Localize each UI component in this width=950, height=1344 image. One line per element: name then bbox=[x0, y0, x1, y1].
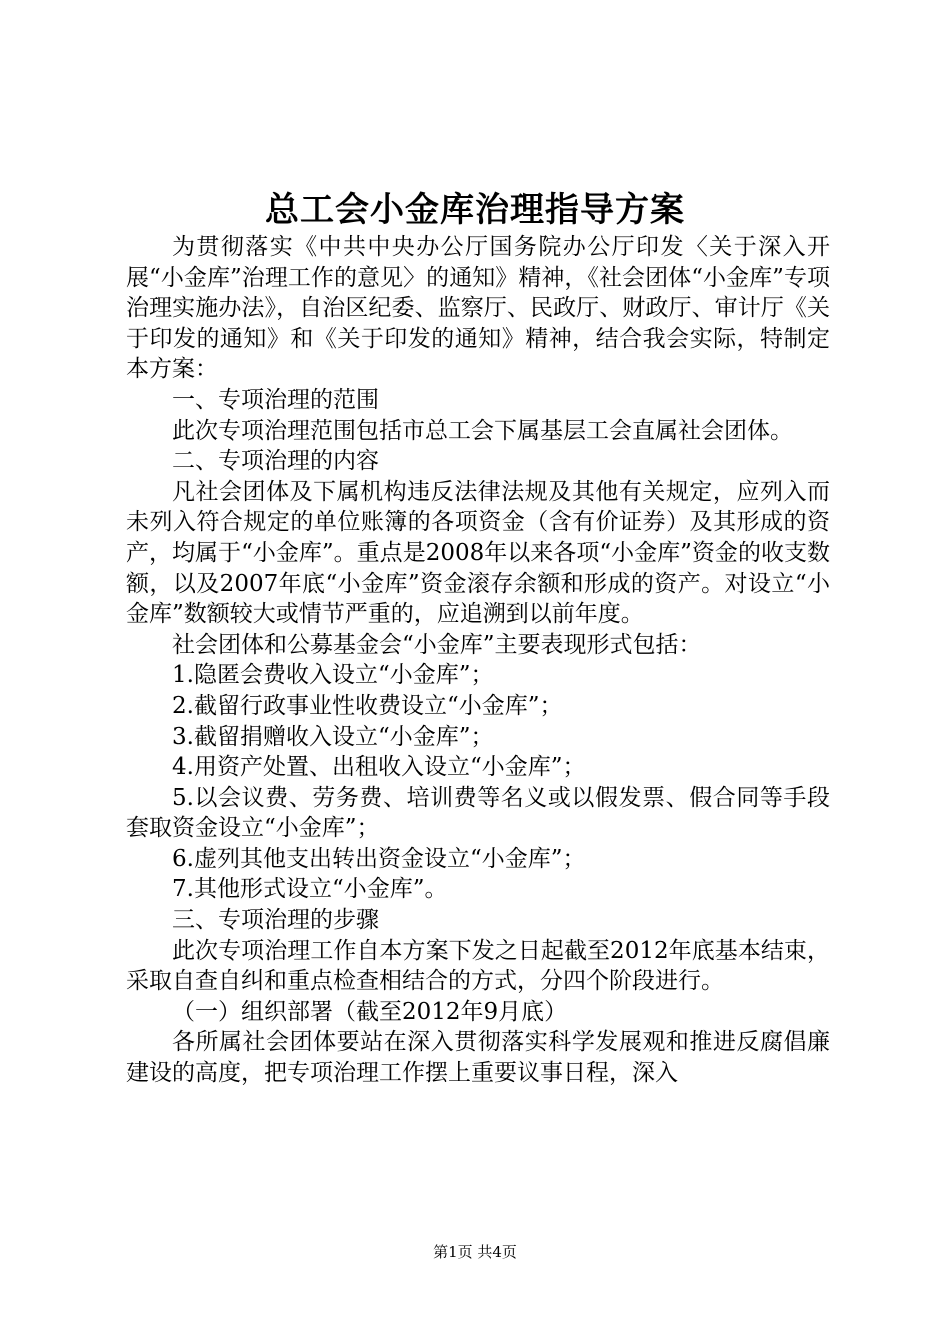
list-item: 1.隐匿会费收入设立“小金库”； bbox=[172, 662, 494, 689]
document-title: 总工会小金库治理指导方案 bbox=[265, 190, 685, 230]
section-heading-scope: 一、专项治理的范围 bbox=[172, 386, 379, 413]
list-item: 5.以会议费、劳务费、培训费等名义或以假发票、假合同等手段套取资金设立“小金库”； bbox=[126, 784, 830, 842]
paragraph-organize: 各所属社会团体要站在深入贯彻落实科学发展观和推进反腐倡廉建设的高度，把专项治理工作摆上重要议事日程，深入 bbox=[126, 1029, 830, 1087]
paragraph-intro: 为贯彻落实《中共中央办公厅国务院办公厅印发〈关于深入开展“小金库”治理工作的意见〉的通知》精神，《社会团体“小金库”专项治理实施办法》，自治区纪委、监察厅、民政厅、财政厅、审计厅《关于印发的通知》和《关于印发的通知》精神，结合我会实际，特制定本方案： bbox=[126, 234, 830, 383]
section-heading-content: 二、专项治理的内容 bbox=[172, 448, 379, 475]
list-item: 2.截留行政事业性收费设立“小金库”； bbox=[172, 692, 563, 719]
section-heading-steps: 三、专项治理的步骤 bbox=[172, 907, 379, 934]
paragraph-content: 凡社会团体及下属机构违反法律法规及其他有关规定，应列入而未列入符合规定的单位账簿的各项资金（含有价证券）及其形成的资产，均属于“小金库”。重点是2008年以来各项“小金库”资金的收支数额，以及2007年底“小金库”资金滚存余额和形成的资产。对设立“小金库”数额较大或情节严重的，应追溯到以前年度。 bbox=[126, 478, 830, 628]
subsection-heading-organize: （一）组织部署（截至2012年9月底） bbox=[172, 998, 568, 1025]
list-item: 4.用资产处置、出租收入设立“小金库”； bbox=[172, 754, 586, 781]
paragraph-steps: 此次专项治理工作自本方案下发之日起截至2012年底基本结束，采取自查自纠和重点检查相结合的方式，分四个阶段进行。 bbox=[126, 937, 830, 995]
list-item: 3.截留捐赠收入设立“小金库”； bbox=[172, 723, 494, 750]
paragraph-scope: 此次专项治理范围包括市总工会下属基层工会直属社会团体。 bbox=[172, 417, 793, 444]
page-footer: 第1页 共4页 bbox=[433, 1243, 517, 1261]
paragraph-forms-intro: 社会团体和公募基金会“小金库”主要表现形式包括： bbox=[172, 631, 702, 658]
list-item: 6.虚列其他支出转出资金设立“小金库”； bbox=[172, 845, 586, 872]
list-item: 7.其他形式设立“小金库”。 bbox=[172, 876, 448, 903]
document-body bbox=[126, 232, 830, 1089]
